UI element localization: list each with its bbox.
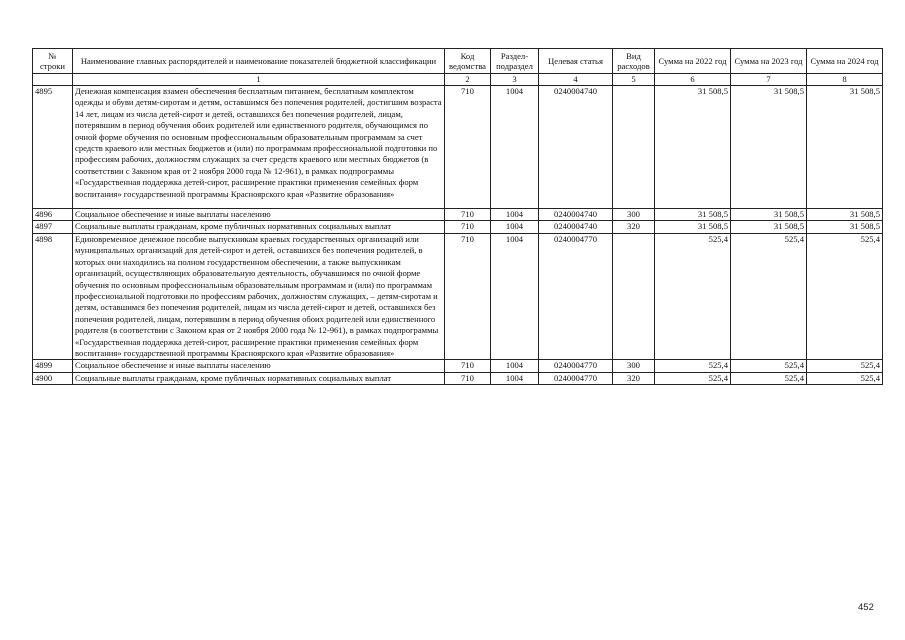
column-number: 8 (807, 74, 883, 86)
row-target: 0240004770 (539, 372, 613, 384)
row-dept-code: 710 (445, 221, 491, 233)
column-number: 7 (731, 74, 807, 86)
header-name: Наименование главных распорядителей и наименование показателей бюджетной классификации (73, 49, 445, 74)
row-section: 1004 (491, 221, 539, 233)
header-sum-2024: Сумма на 2024 год (807, 49, 883, 74)
row-sum-2022: 525,4 (655, 360, 731, 372)
row-section: 1004 (491, 209, 539, 221)
table-row (33, 221, 883, 233)
row-number: 4899 (33, 360, 73, 372)
header-sum-2022: Сумма на 2022 год (655, 49, 731, 74)
column-number: 6 (655, 74, 731, 86)
column-number: 4 (539, 74, 613, 86)
column-number: 5 (613, 74, 655, 86)
row-dept-code: 710 (445, 360, 491, 372)
budget-table (32, 48, 883, 385)
row-number: 4900 (33, 372, 73, 384)
row-section: 1004 (491, 360, 539, 372)
column-number-row (33, 74, 883, 86)
row-target: 0240004770 (539, 360, 613, 372)
header-sum-2023: Сумма на 2023 год (731, 49, 807, 74)
row-dept-code: 710 (445, 209, 491, 221)
header-row (33, 49, 883, 74)
row-sum-2024: 31 508,5 (807, 86, 883, 209)
row-sum-2023: 31 508,5 (731, 209, 807, 221)
row-exp-type: 300 (613, 209, 655, 221)
row-sum-2024: 525,4 (807, 372, 883, 384)
header-target: Целевая статья (539, 49, 613, 74)
row-target: 0240004770 (539, 233, 613, 359)
row-section: 1004 (491, 372, 539, 384)
table-row (33, 86, 883, 209)
row-sum-2022: 525,4 (655, 233, 731, 359)
row-target: 0240004740 (539, 209, 613, 221)
row-sum-2023: 31 508,5 (731, 221, 807, 233)
row-dept-code: 710 (445, 372, 491, 384)
row-section: 1004 (491, 233, 539, 359)
table-row (33, 233, 883, 359)
row-name: Единовременное денежное пособие выпускникам краевых государственных организаций или муниципальных организаций для детей-сирот и детей, оставшихся без попечения родителей, в которых они находились на полном государственном обеспечении, а также выпускникам организаций, осуществляющих образовательную деятельность, обучавшимся по очной форме обучения по основным профессиональным образовательным программам и (или) по программам профессиональной подготовки по профессиям рабочих, должностям служащих, – детям-сиротам и детям, оставшимся без попечения родителей, лицам из числа детей-сирот и детей, оставшихся без попечения родителей, лицам, потерявшим в период обучения обоих родителей или единственного родителя (в соответствии с Законом края от 2 ноября 2000 года № 12-961), в рамках подпрограммы «Государственная поддержка детей-сирот, расширение практики применения семейных форм воспитания» государственной программы Красноярского края «Развитие образования» (73, 233, 445, 359)
table-row (33, 372, 883, 384)
row-exp-type (613, 233, 655, 359)
table-row (33, 209, 883, 221)
header-exp-type: Вид расходов (613, 49, 655, 74)
column-number: 1 (73, 74, 445, 86)
row-sum-2022: 31 508,5 (655, 209, 731, 221)
row-number: 4897 (33, 221, 73, 233)
budget-sheet (32, 48, 882, 385)
row-target: 0240004740 (539, 221, 613, 233)
row-target: 0240004740 (539, 86, 613, 209)
row-exp-type: 320 (613, 221, 655, 233)
row-exp-type: 320 (613, 372, 655, 384)
row-name: Социальное обеспечение и иные выплаты населению (73, 360, 445, 372)
row-number: 4895 (33, 86, 73, 209)
row-sum-2022: 525,4 (655, 372, 731, 384)
row-sum-2024: 31 508,5 (807, 221, 883, 233)
row-sum-2022: 31 508,5 (655, 86, 731, 209)
row-sum-2023: 525,4 (731, 233, 807, 359)
row-number: 4896 (33, 209, 73, 221)
row-sum-2022: 31 508,5 (655, 221, 731, 233)
row-exp-type (613, 86, 655, 209)
row-name: Социальные выплаты гражданам, кроме публичных нормативных социальных выплат (73, 372, 445, 384)
row-sum-2024: 525,4 (807, 233, 883, 359)
row-dept-code: 710 (445, 86, 491, 209)
row-number: 4898 (33, 233, 73, 359)
row-name: Социальное обеспечение и иные выплаты населению (73, 209, 445, 221)
header-row-no: № строки (33, 49, 73, 74)
page-number: 452 (858, 602, 874, 613)
row-sum-2023: 525,4 (731, 360, 807, 372)
row-sum-2023: 525,4 (731, 372, 807, 384)
row-name: Денежная компенсация взамен обеспечения бесплатным питанием, бесплатным комплектом одежды и обуви детям-сиротам и детям, оставшимся без попечения родителей, достигшим возраста 14 лет, лицам из числа детей-сирот и детей, оставшихся без попечения родителей, лицам, потерявшим в период обучения обоих родителей или единственного родителя, обучающимся по очной форме обучения по основным профессиональным образовательным программам за счет средств краевого или местных бюджетов и (или) по программам профессиональной подготовки по профессиям рабочих, должностям служащих за счет средств краевого или местных бюджетов (в соответствии с Законом края от 2 ноября 2000 года № 12-961), в рамках подпрограммы «Государственная поддержка детей-сирот, расширение практики применения семейных форм воспитания» государственной программы Красноярского края «Развитие образования» (73, 86, 445, 209)
row-sum-2024: 525,4 (807, 360, 883, 372)
table-row (33, 360, 883, 372)
column-number (33, 74, 73, 86)
row-exp-type: 300 (613, 360, 655, 372)
header-section: Раздел-подраздел (491, 49, 539, 74)
column-number: 3 (491, 74, 539, 86)
row-section: 1004 (491, 86, 539, 209)
header-dept-code: Код ведомства (445, 49, 491, 74)
row-sum-2023: 31 508,5 (731, 86, 807, 209)
row-sum-2024: 31 508,5 (807, 209, 883, 221)
row-dept-code: 710 (445, 233, 491, 359)
row-name: Социальные выплаты гражданам, кроме публичных нормативных социальных выплат (73, 221, 445, 233)
column-number: 2 (445, 74, 491, 86)
